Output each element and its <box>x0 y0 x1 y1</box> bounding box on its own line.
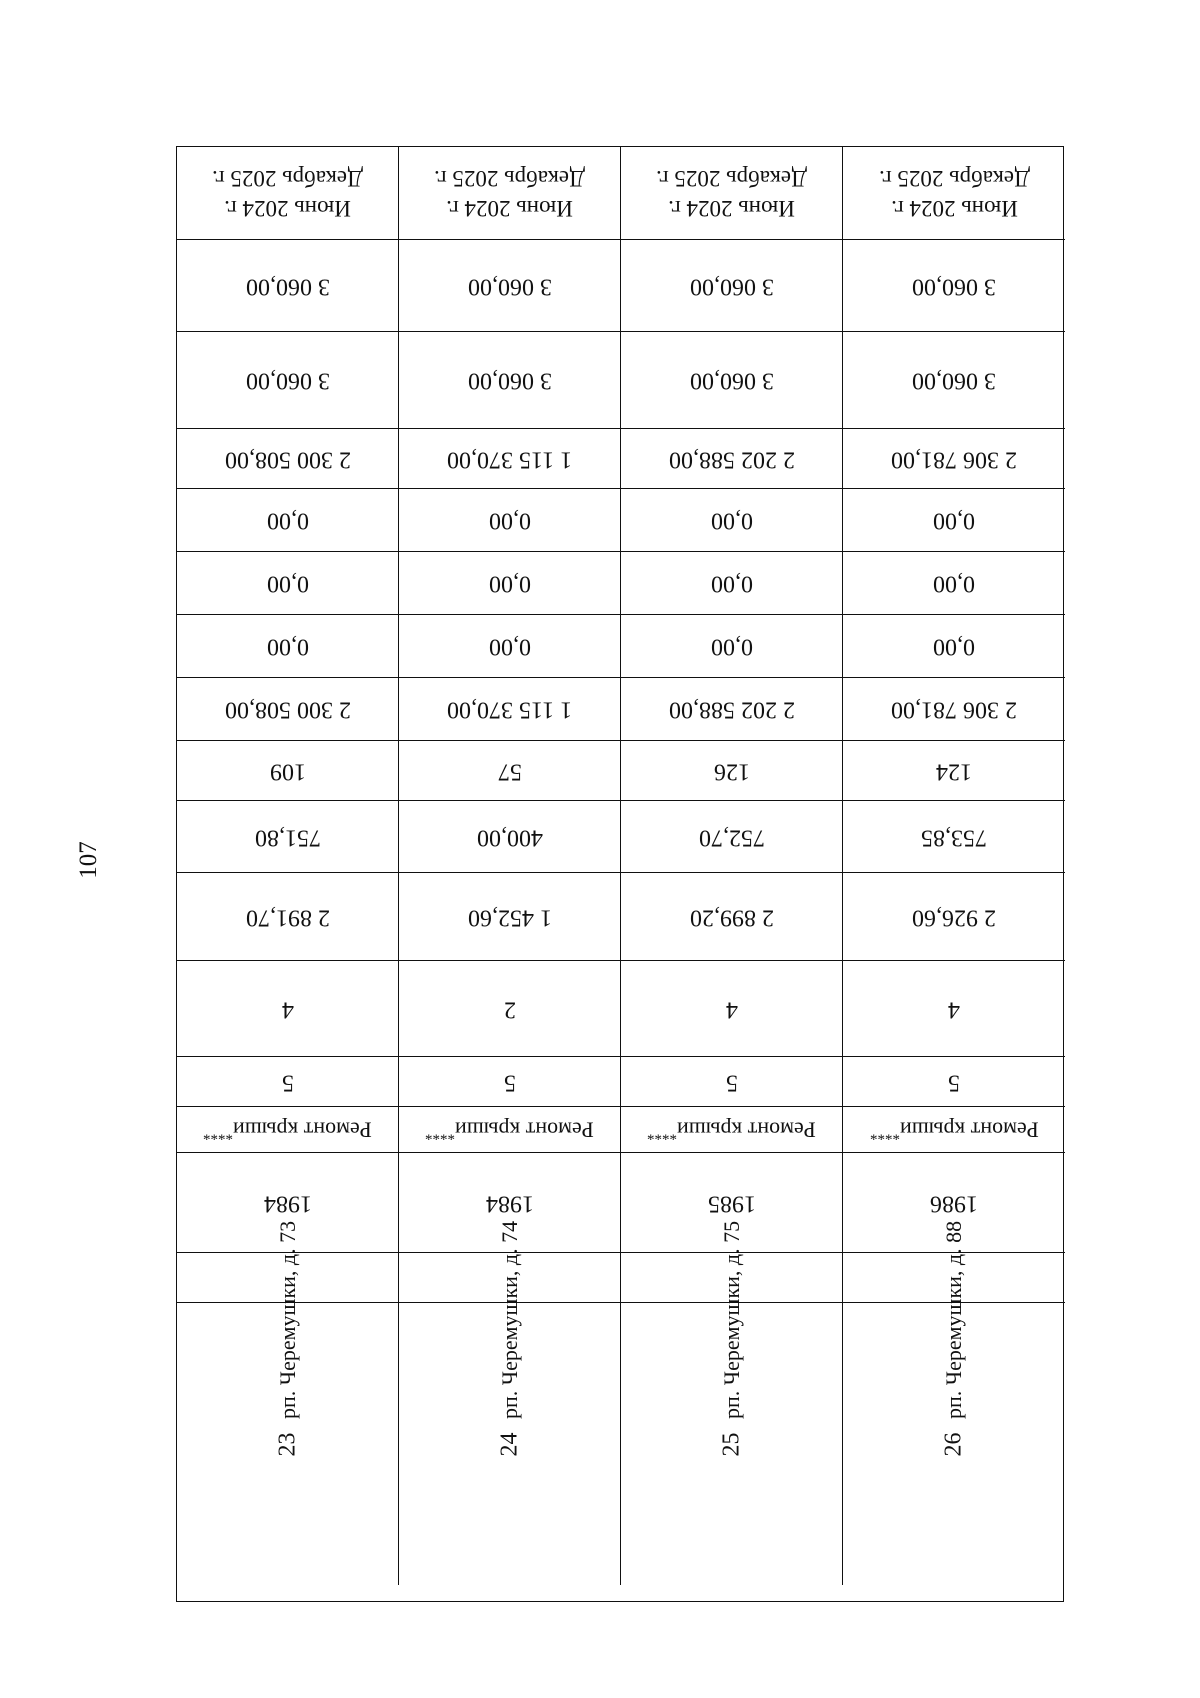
owner-funds-cell <box>843 429 1065 489</box>
period-end: Декабрь 2025 г. <box>878 166 1030 191</box>
fund-a-cell <box>843 615 1065 678</box>
row-number-cell <box>621 1303 843 1585</box>
roof-area: 753,85 <box>921 824 987 851</box>
total-area-cell <box>843 873 1065 961</box>
entrances-cell <box>177 961 399 1057</box>
period-start: Июнь 2024 г. <box>668 196 795 221</box>
address-cell <box>843 1220 1065 1419</box>
row-number-cell <box>399 1303 621 1585</box>
build-year: 1986 <box>930 1190 978 1217</box>
total-cost: 1 115 370,00 <box>446 696 573 723</box>
total-area-cell <box>621 873 843 961</box>
work-type-label: Ремонт крыши <box>899 1116 1039 1142</box>
entrances-cell <box>843 961 1065 1057</box>
fund-b: 0,00 <box>933 570 975 597</box>
repair-schedule-table <box>176 146 1064 1602</box>
fund-a: 0,00 <box>710 633 753 660</box>
period-cell <box>843 147 1065 240</box>
entrances: 4 <box>725 996 738 1023</box>
residents-cell <box>399 741 621 801</box>
build-year: 1985 <box>707 1190 756 1217</box>
entrances: 4 <box>281 996 294 1023</box>
total-cost-cell <box>177 678 399 741</box>
owner-funds: 2 202 588,00 <box>668 446 795 473</box>
unit-cost: 3 060,00 <box>689 367 774 394</box>
floors: 5 <box>948 1069 960 1096</box>
roof-area: 751,80 <box>254 824 321 851</box>
roof-area: 752,70 <box>698 824 765 851</box>
residents: 126 <box>713 758 750 785</box>
roof-area-cell <box>843 801 1065 873</box>
row-number: 24 <box>496 1432 522 1456</box>
floors-cell <box>843 1057 1065 1107</box>
floors: 5 <box>503 1069 516 1096</box>
address: рп. Черемушки, д. 88 <box>941 1220 966 1419</box>
floors: 5 <box>281 1069 294 1096</box>
entrances-cell <box>621 961 843 1057</box>
page-number: 107 <box>75 841 102 879</box>
residents-cell <box>621 741 843 801</box>
roof-area-cell <box>621 801 843 873</box>
fund-a-cell <box>177 615 399 678</box>
unit-cost-limit-cell <box>399 240 621 332</box>
address: рп. Черемушки, д. 74 <box>496 1220 522 1419</box>
fund-c: 0,00 <box>710 507 753 534</box>
row-number: 26 <box>940 1432 967 1456</box>
period-end: Декабрь 2025 г. <box>212 166 363 191</box>
fund-a-cell <box>621 615 843 678</box>
unit-cost-cell <box>843 332 1065 429</box>
roof-area: 400,00 <box>476 824 543 851</box>
total-cost-cell <box>843 678 1065 741</box>
owner-funds: 1 115 370,00 <box>446 446 573 473</box>
unit-cost-limit-cell <box>621 240 843 332</box>
fund-b-cell <box>177 552 399 615</box>
residents-cell <box>177 741 399 801</box>
address-cell <box>177 1220 399 1419</box>
period-start: Июнь 2024 г. <box>446 196 573 221</box>
unit-cost-limit: 3 060,00 <box>245 273 330 300</box>
row-number: 25 <box>718 1432 744 1456</box>
work-type-mark: **** <box>425 1126 456 1143</box>
unit-cost-cell <box>399 332 621 429</box>
unit-cost-limit: 3 060,00 <box>689 273 774 300</box>
fund-b: 0,00 <box>266 570 309 597</box>
total-cost-cell <box>621 678 843 741</box>
work-type-mark: **** <box>647 1126 678 1143</box>
total-area: 2 926,60 <box>912 904 996 931</box>
residents: 109 <box>269 758 306 785</box>
period-cell <box>177 147 399 240</box>
fund-c: 0,00 <box>933 507 975 534</box>
fund-b-cell <box>621 552 843 615</box>
owner-funds-cell <box>177 429 399 489</box>
unit-cost-limit-cell <box>843 240 1065 332</box>
fund-a-cell <box>399 615 621 678</box>
work-type-label: Ремонт крыши <box>455 1116 594 1142</box>
row-number-cell <box>843 1303 1065 1585</box>
fund-c-cell <box>621 489 843 552</box>
owner-funds-cell <box>621 429 843 489</box>
address: рп. Черемушки, д. 75 <box>718 1220 744 1419</box>
total-area-cell <box>177 873 399 961</box>
table-grid <box>177 147 1063 1601</box>
total-area-cell <box>399 873 621 961</box>
fund-a: 0,00 <box>266 633 309 660</box>
fund-c: 0,00 <box>488 507 531 534</box>
unit-cost: 3 060,00 <box>245 367 330 394</box>
unit-cost-limit: 3 060,00 <box>467 273 552 300</box>
fund-c-cell <box>843 489 1065 552</box>
row-number: 23 <box>274 1432 300 1456</box>
unit-cost-cell <box>621 332 843 429</box>
fund-c-cell <box>399 489 621 552</box>
work-type-label: Ремонт крыши <box>233 1116 372 1142</box>
floors-cell <box>399 1057 621 1107</box>
fund-a: 0,00 <box>488 633 531 660</box>
fund-b-cell <box>843 552 1065 615</box>
period-cell <box>399 147 621 240</box>
unit-cost-limit-cell <box>177 240 399 332</box>
build-year: 1984 <box>485 1190 534 1217</box>
entrances-cell <box>399 961 621 1057</box>
address-cell <box>621 1220 843 1419</box>
owner-funds: 2 300 508,00 <box>224 446 351 473</box>
period-end: Декабрь 2025 г. <box>656 166 807 191</box>
roof-area-cell <box>177 801 399 873</box>
unit-cost: 3 060,00 <box>467 367 552 394</box>
total-cost: 2 306 781,00 <box>891 696 1017 723</box>
period-start: Июнь 2024 г. <box>890 196 1018 221</box>
residents: 57 <box>497 758 522 785</box>
row-number-cell <box>177 1303 399 1585</box>
work-type-mark: **** <box>203 1126 234 1143</box>
floors-cell <box>621 1057 843 1107</box>
work-type-mark: **** <box>869 1126 900 1143</box>
entrances: 2 <box>503 996 516 1023</box>
fund-c: 0,00 <box>266 507 309 534</box>
fund-b-cell <box>399 552 621 615</box>
residents-cell <box>843 741 1065 801</box>
roof-area-cell <box>399 801 621 873</box>
entrances: 4 <box>948 996 960 1023</box>
floors: 5 <box>725 1069 738 1096</box>
fund-c-cell <box>177 489 399 552</box>
total-area: 2 891,70 <box>245 904 330 931</box>
owner-funds-cell <box>399 429 621 489</box>
total-area: 1 452,60 <box>467 904 552 931</box>
fund-a: 0,00 <box>933 633 975 660</box>
total-cost: 2 202 588,00 <box>668 696 795 723</box>
total-cost-cell <box>399 678 621 741</box>
period-end: Декабрь 2025 г. <box>434 166 585 191</box>
build-year: 1984 <box>263 1190 312 1217</box>
fund-b: 0,00 <box>488 570 531 597</box>
address-cell <box>399 1220 621 1419</box>
residents: 124 <box>936 758 972 785</box>
unit-cost: 3 060,00 <box>912 367 996 394</box>
unit-cost-limit: 3 060,00 <box>912 273 996 300</box>
unit-cost-cell <box>177 332 399 429</box>
address: рп. Черемушки, д. 73 <box>274 1220 300 1419</box>
total-area: 2 899,20 <box>689 904 774 931</box>
work-type-label: Ремонт крыши <box>677 1116 816 1142</box>
fund-b: 0,00 <box>710 570 753 597</box>
period-start: Июнь 2024 г. <box>224 196 351 221</box>
owner-funds: 2 306 781,00 <box>891 446 1017 473</box>
period-cell <box>621 147 843 240</box>
floors-cell <box>177 1057 399 1107</box>
total-cost: 2 300 508,00 <box>224 696 351 723</box>
